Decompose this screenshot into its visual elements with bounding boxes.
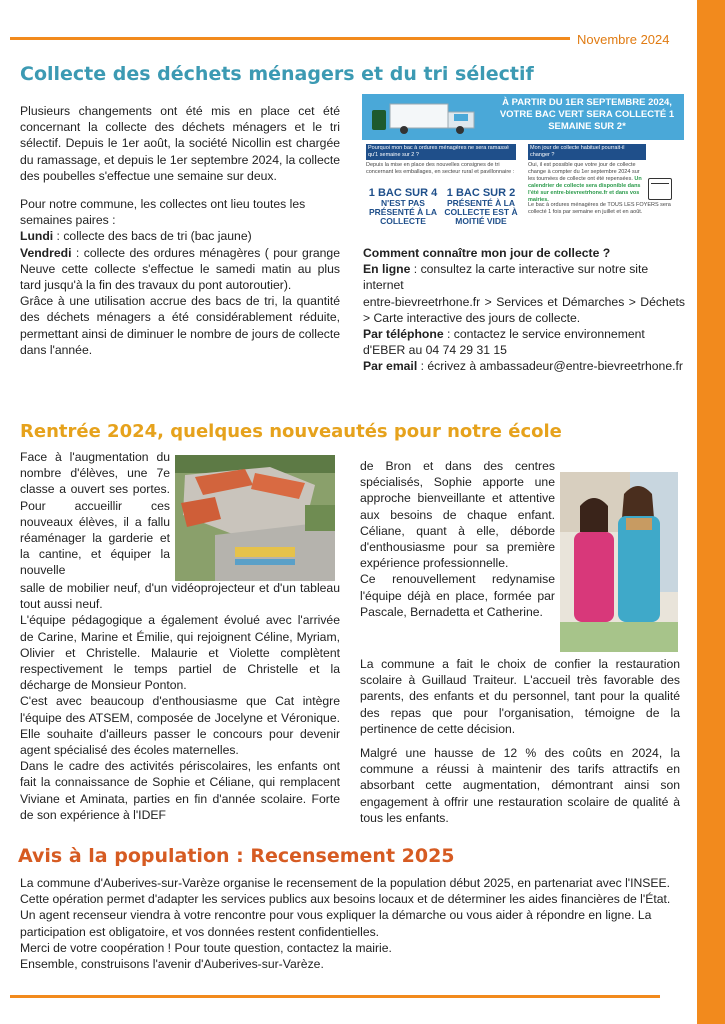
footer-rule (10, 995, 660, 998)
rentree-col1-bottom (20, 580, 340, 823)
recensement-closing: Ensemble, construisons l'avenir d'Auberives-sur-Varèze. (20, 957, 324, 972)
infographic-headline: À PARTIR DU 1ER SEPTEMBRE 2024, VOTRE BAC VERT SERA COLLECTÉ 1 SEMAINE SUR 2* (499, 97, 675, 132)
badge-1-in-2: 1 BAC SUR 2 PRÉSENTÉ À LA COLLECTE EST À MOITIÉ VIDE (444, 187, 518, 226)
issue-date: Novembre 2024 (577, 32, 670, 47)
badge-1-in-4: 1 BAC SUR 4 N'EST PAS PRÉSENTÉ À LA COLLECTE (368, 187, 438, 226)
rentree-title: Rentrée 2024, quelques nouveautés pour notre école (20, 421, 562, 442)
rentree-restauration: La commune a fait le choix de confier la restauration scolaire à Guillaud Traiteur. L'accueil très favorable des parents, des enfants et du personnel, tant pour la qualité des repas que pour l'organisation, témoigne de la pertinence de cette décision. (360, 657, 680, 736)
collecte-title: Collecte des déchets ménagers et du tri sélectif (20, 63, 534, 85)
rentree-col2-top (360, 458, 555, 620)
infographic-question-1: Pourquoi mon bac à ordures ménagères ne sera ramassé qu'1 semaine sur 2 ? Depuis la mise en place des nouvelles consignes de tri concernant les emballages, en secteur rural et pavillonnaire : (366, 145, 515, 175)
header-rule (10, 37, 570, 40)
recensement-thanks: Merci de votre coopération ! Pour toute question, contactez la mairie. (20, 940, 392, 955)
staff-photo (560, 472, 678, 652)
infographic-question-2: Mon jour de collecte habituel pourrait-il changer ? Oui, il est possible que votre jour de collecte change à compter du 1er septembre 2024 sur les tournées de collecte ont été repensées. Un calendrier de collecte sera disponible dans l'été sur entre-bievreetrhone.fr et dans vos mairies. (528, 144, 646, 204)
collecte-email: Par email : écrivez à ambassadeur@entre-bievreetrhone.fr (363, 359, 683, 374)
page-edge-stripe (697, 0, 725, 1024)
rentree-renewal: Ce renouvellement redynamise l'équipe déjà en place, formée par Pascale, Bernadetta et Catherine. (360, 572, 555, 619)
rentree-col1-top: Face à l'augmentation du nombre d'élèves, une 7e classe a ouvert ses portes. Pour accueillir ces nouveaux élèves, il a fallu réaménager la garderie et la cantine, et équiper la nouvelle (20, 450, 170, 578)
rentree-team: L'équipe pédagogique a également évolué avec l'arrivée de Carine, Marine et Émilie, qui rejoignent Céline, Myriam, Olivier et Christelle. Malaurie et Violette complètent respectivement le temps partiel de Christelle et la décharge de Monsieur Ponton. (20, 613, 340, 693)
collecte-lundi: Lundi : collecte des bacs de tri (bac jaune) (20, 229, 252, 244)
rentree-sophie: de Bron et dans des centres spécialisés, Sophie apporte une approche bienveillante et attentive aux besoins de chaque enfant. Céliane, quant à elle, déborde d'enthousiasme pour sa première expérience professionnelle. (360, 459, 555, 571)
collecte-vendredi: Vendredi : collecte des ordures ménagères ( pour grange Neuve cette collecte s'effectue le samedi matin au plus tard jusqu'à la fin des travaux du pont autoroutier). (20, 245, 340, 293)
infographic-note: Le bac à ordures ménagères de TOUS LES FOYERS sera collecté 1 fois par semaine en juillet et en août. (528, 202, 671, 215)
calendar-icon (648, 178, 672, 200)
collecte-question: Comment connaître mon jour de collecte ? (363, 246, 611, 260)
collecte-schedule-intro: Pour notre commune, les collectes ont lieu toutes les semaines paires : (20, 197, 306, 228)
rentree-periscolaire: Dans le cadre des activités périscolaires, les enfants ont fait la connaissance de Sophie et Céliane, qui remplacent Viviane et Aminata, parties en fin d'année scolaire. Forte de son expérience à l'IDEF (20, 759, 340, 822)
collecte-conclusion: Grâce à une utilisation accrue des bacs de tri, la quantité des déchets ménagers a été considérablement réduite, permettant ainsi de diminuer le nombre de jours de collecte dans l'année. (20, 294, 340, 357)
collecte-online-path: entre-bievreetrhone.fr > Services et Démarches > Déchets > Carte interactive des jours de collecte. (363, 294, 685, 325)
collecte-phone: Par téléphone : contactez le service environnement d'EBER au 04 74 29 31 15 (363, 327, 645, 358)
rentree-col2-bottom (360, 656, 680, 826)
recensement-title: Avis à la population : Recensement 2025 (18, 845, 455, 867)
garbage-truck-icon (370, 100, 480, 134)
collecte-infographic (362, 94, 684, 242)
recensement-intro: La commune d'Auberives-sur-Varèze organise le recensement de la population début 2025, en partenariat avec l'INSEE. Cette opération permet d'adapter les services publics aux besoins locaux et de déterminer les aides financières de l'État. Un agent recenseur viendra à votre rencontre pour vous expliquer la démarche ou vous aider à répondre en ligne. La participation est obligatoire, et vos données restent confidentielles. (20, 876, 671, 939)
rentree-tarifs: Malgré une hausse de 12 % des coûts en 2024, la commune a réussi à maintenir des tarifs attractifs en absorbant cette augmentation, démontrant ainsi son engagement à offrir une restauration scolaire de qualité à tous les enfants. (360, 746, 680, 825)
collecte-body (20, 103, 340, 358)
rentree-atsem: C'est avec beaucoup d'enthousiasme que Cat intègre l'équipe des ATSEM, composée de Jocelyne et Véronique. Elle souhaite d'ailleurs passer le concours pour devenir agent spécialisé des écoles maternelles. (20, 694, 340, 758)
collecte-intro: Plusieurs changements ont été mis en place cet été concernant la collecte des déchets ménagers et le tri sélectif. Depuis le 1er août, la société Nicollin est chargée du ramassage, et depuis le 1er septembre 2024, la collecte des poubelles s'effectue une semaine sur deux. (20, 104, 340, 183)
collecte-online: En ligne : consultez la carte interactive sur notre site internet (363, 262, 649, 293)
rentree-equipment: salle de mobilier neuf, d'un vidéoprojecteur et d'un tableau tout aussi neuf. (20, 581, 340, 612)
school-aerial-photo (175, 455, 335, 581)
recensement-body (20, 875, 680, 972)
collecte-how-to (363, 245, 685, 375)
